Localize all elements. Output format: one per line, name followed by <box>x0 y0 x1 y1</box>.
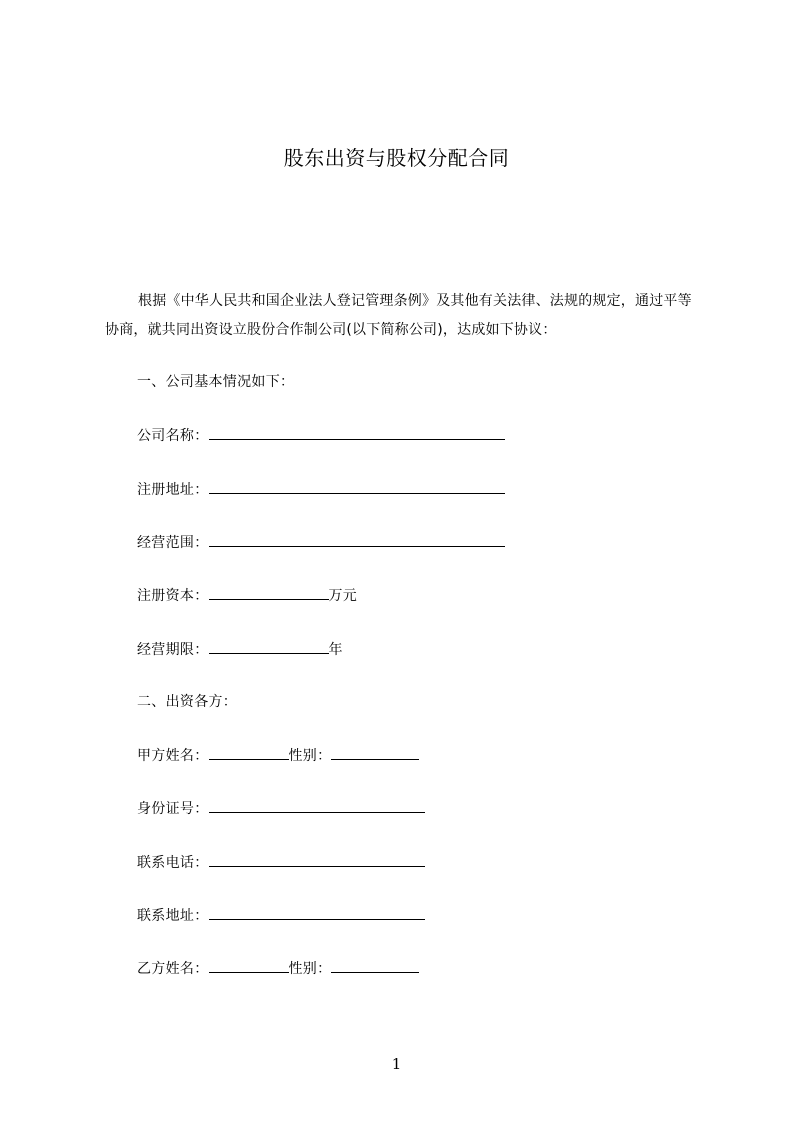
reg-capital-blank[interactable] <box>209 585 329 600</box>
business-scope-row <box>137 532 505 553</box>
address-blank[interactable] <box>209 905 425 920</box>
address-label: 联系地址： <box>137 908 209 924</box>
business-scope-blank[interactable] <box>209 532 505 547</box>
reg-address-label: 注册地址： <box>137 482 209 498</box>
party-b-gender-label: 性别： <box>288 961 332 977</box>
party-b-name-label: 乙方姓名： <box>137 961 209 977</box>
reg-capital-unit: 万元 <box>328 588 358 604</box>
reg-capital-label: 注册资本： <box>137 588 209 604</box>
page-number: 1 <box>391 1055 402 1073</box>
intro-paragraph: 根据《中华人民共和国企业法人登记管理条例》及其他有关法律、法规的规定，通过平等协商，就共同出资设立股份合作制公司(以下简称公司)，达成如下协议： <box>105 293 692 338</box>
business-scope-label: 经营范围： <box>137 535 209 551</box>
term-label: 经营期限： <box>137 642 209 658</box>
party-a-row <box>137 745 419 766</box>
party-a-name-blank[interactable] <box>209 745 289 760</box>
company-name-label: 公司名称： <box>137 428 209 444</box>
company-name-row <box>137 425 505 446</box>
id-label: 身份证号： <box>137 801 209 817</box>
address-row <box>137 905 425 926</box>
party-a-gender-label: 性别： <box>288 748 332 764</box>
term-blank[interactable] <box>209 639 329 654</box>
party-a-gender-blank[interactable] <box>331 745 419 760</box>
reg-address-row <box>137 479 505 500</box>
company-name-blank[interactable] <box>209 425 505 440</box>
party-b-row <box>137 958 419 979</box>
document-title: 股东出资与股权分配合同 <box>283 146 510 170</box>
phone-blank[interactable] <box>209 852 425 867</box>
reg-capital-row <box>137 585 357 606</box>
party-a-name-label: 甲方姓名： <box>137 748 209 764</box>
id-blank[interactable] <box>209 798 425 813</box>
section1-heading: 一、公司基本情况如下： <box>137 374 295 390</box>
id-row <box>137 798 425 819</box>
section2-heading: 二、出资各方： <box>137 694 238 710</box>
phone-row <box>137 852 425 873</box>
term-row <box>137 639 343 660</box>
reg-address-blank[interactable] <box>209 479 505 494</box>
phone-label: 联系电话： <box>137 855 209 871</box>
party-b-gender-blank[interactable] <box>331 958 419 973</box>
party-b-name-blank[interactable] <box>209 958 289 973</box>
term-unit: 年 <box>328 642 343 658</box>
